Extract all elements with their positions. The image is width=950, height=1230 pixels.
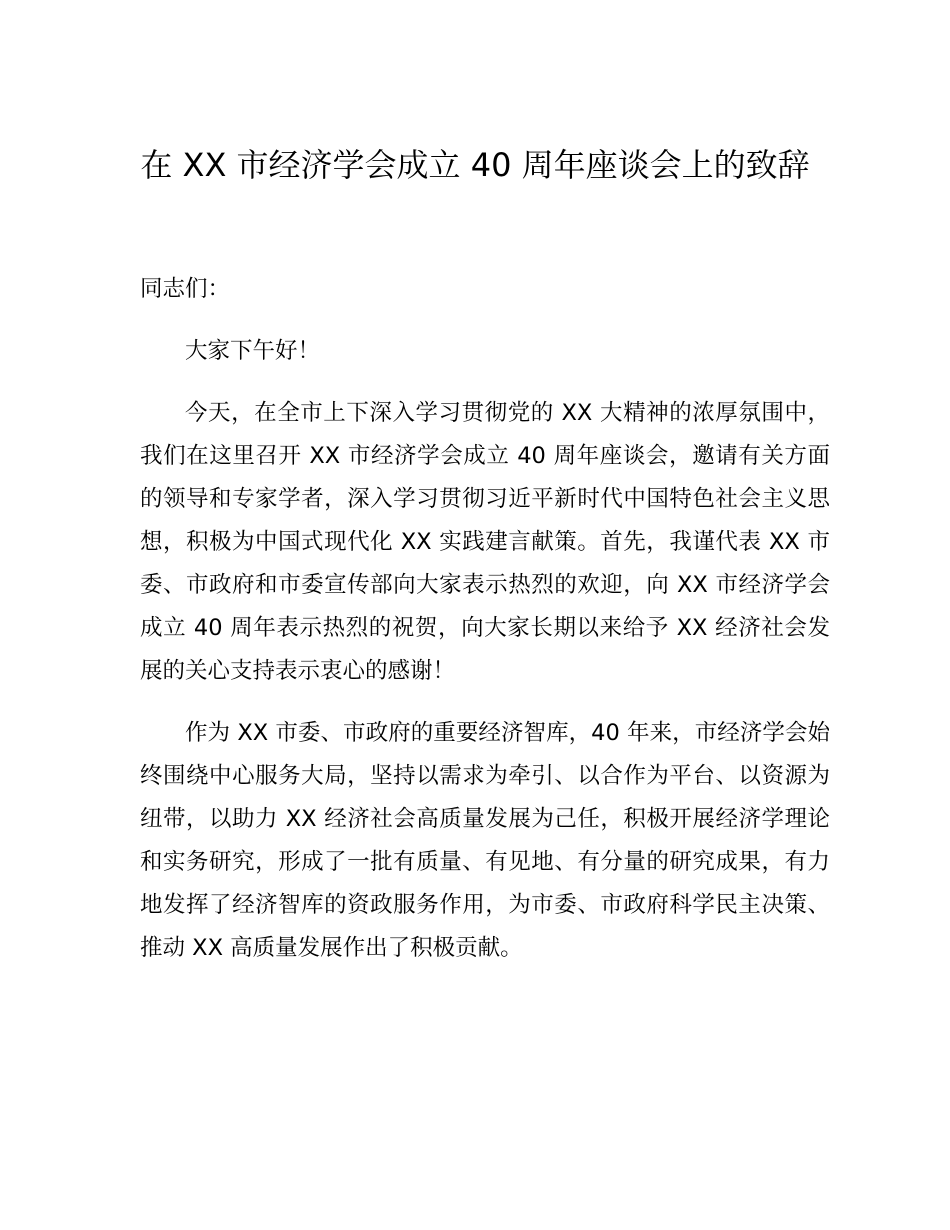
document-title: 在 XX 市经济学会成立 40 周年座谈会上的致辞 <box>140 146 810 184</box>
paragraph-opening: 今天，在全市上下深入学习贯彻党的 XX 大精神的浓厚氛围中，我们在这里召开 XX 市经济学会成立 40 周年座谈会，邀请有关方面的领导和专家学者，深入学习贯彻习近平新时代中国特色社会主义思想，积极为中国式现代化 XX 实践建言献策。首先，我谨代表 XX 市委、市政府和市委宣传部向大家表示热烈的欢迎，向 XX 市经济学会成立 40 周年表示热烈的祝贺，向大家长期以来给予 XX 经济社会发展的关心支持表示衷心的感谢！ <box>140 400 830 684</box>
paragraph-greeting: 大家下午好！ <box>185 338 321 364</box>
salutation: 同志们： <box>140 276 231 302</box>
document-body <box>140 268 830 989</box>
paragraph-achievements: 作为 XX 市委、市政府的重要经济智库，40 年来，市经济学会始终围绕中心服务大局，坚持以需求为牵引、以合作为平台、以资源为纽带，以助力 XX 经济社会高质量发展为己任，积极开展经济学理论和实务研究，形成了一批有质量、有见地、有分量的研究成果，有力地发挥了经济智库的资政服务作用，为市委、市政府科学民主决策、推动 XX 高质量发展作出了积极贡献。 <box>140 720 830 961</box>
